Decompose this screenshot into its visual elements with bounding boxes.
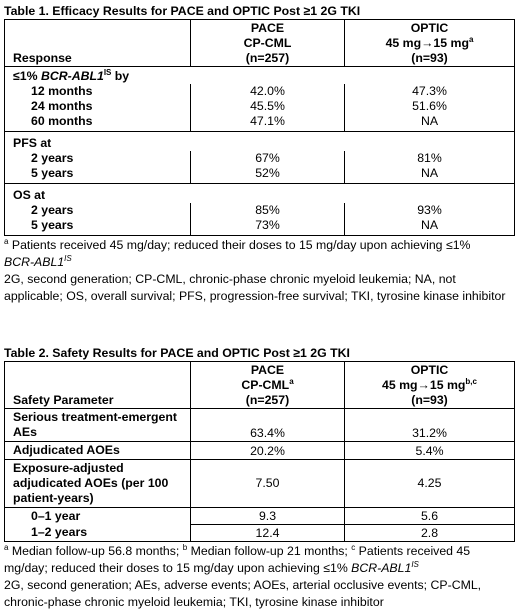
optic-value: 31.2% [345,409,515,442]
group1-label-pre: ≤1% [13,69,41,83]
footnote-a-sup: a [4,542,9,552]
row-label: 5 years [31,218,74,232]
optic-value: NA [345,166,515,184]
table1-footnote-a [4,237,517,271]
footnote-c-sup: c [351,542,356,552]
table1-header-response: Response [5,20,191,67]
row-label: 24 months [31,99,93,113]
table2-header-pace [191,362,345,409]
optic-value: NA [345,114,515,132]
pace-n: (n=257) [245,393,290,407]
footnote-a-ital: BCR-ABL1 [4,255,65,269]
row-label: 0–1 year [5,508,191,525]
group3-label: OS at [5,184,515,204]
table-row [5,442,515,460]
group-label-row [5,67,515,85]
pace-value: 52% [191,166,345,184]
optic-value: NA [345,218,515,236]
table-row [5,508,515,525]
optic-value: 5.4% [345,442,515,460]
pace-value: 7.50 [191,460,345,508]
pace-n: (n=257) [245,51,290,65]
document [0,3,520,611]
table1-caption: Table 1. Efficacy Results for PACE and OPTIC Post ≥1 2G TKI [4,4,361,18]
table1-header-pace [191,20,345,67]
footnote-b-text: Median follow-up 21 months; [187,544,352,558]
pace-label: PACE [250,363,285,377]
table-row [5,409,515,442]
optic-dose: 45 mg→15 mg [385,36,469,50]
pace-cohort: CP-CML [241,378,290,392]
table2-abbreviations: 2G, second generation; AEs, adverse events; AOEs, arterial occlusive events; CP-CML, chronic-phase chronic myeloid leukemia; TKI, tyrosine kinase inhibitor [4,578,482,609]
group2-label: PFS at [5,132,515,152]
optic-label: OPTIC [410,21,449,35]
efficacy-table [4,19,515,236]
table-row [5,84,515,99]
table2-header-row [5,362,515,409]
footnote-c-text: Patients received 45 mg/day; reduced their doses to 15 mg/day upon achieving ≤1% [4,544,471,575]
group1-label-ital: BCR-ABL1 [40,69,104,83]
pace-value: 12.4 [191,524,345,542]
optic-dose: 45 mg→15 mg [382,378,466,392]
optic-value: 51.6% [345,99,515,114]
row-label: Exposure-adjusted adjudicated AOEs (per 100 patient-years) [5,460,191,508]
table2-header-safety: Safety Parameter [5,362,191,409]
optic-label: OPTIC [410,363,449,377]
row-label: 1–2 years [5,524,191,542]
table2-header-optic [345,362,515,409]
row-label: Adjudicated AOEs [5,442,191,460]
table-row [5,203,515,218]
optic-value: 47.3% [345,84,515,99]
row-label: 2 years [31,203,74,217]
footnote-a-ital-sup: IS [64,253,72,263]
pace-value: 20.2% [191,442,345,460]
pace-value: 47.1% [191,114,345,132]
group1-label-post: by [111,69,130,83]
table-row [5,460,515,508]
optic-value: 2.8 [345,524,515,542]
pace-value: 45.5% [191,99,345,114]
table-row [5,218,515,236]
table-row [5,524,515,542]
optic-n: (n=93) [411,51,448,65]
table1-header-row [5,20,515,67]
optic-value: 93% [345,203,515,218]
pace-value: 67% [191,151,345,166]
footnote-b-sup: b [182,542,188,552]
table2-caption: Table 2. Safety Results for PACE and OPTIC Post ≥1 2G TKI [4,346,350,360]
row-label: Serious treatment-emergent AEs [5,409,191,442]
table-row [5,151,515,166]
optic-value: 4.25 [345,460,515,508]
optic-dose-sup: a [468,34,474,44]
row-label: 5 years [31,166,74,180]
row-label: 2 years [31,151,74,165]
group1-label-sup: IS [103,67,112,77]
safety-table [4,361,515,542]
table1-header-optic [345,20,515,67]
footnote-a-sup: a [4,236,9,246]
optic-dose-sup: b,c [465,376,477,386]
pace-value: 85% [191,203,345,218]
row-label: 12 months [31,84,93,98]
optic-n: (n=93) [411,393,448,407]
footnote-a-text: Median follow-up 56.8 months; [8,544,183,558]
pace-label: PACE [250,21,285,35]
footnote-c-ital-sup: IS [411,559,419,569]
optic-value: 81% [345,151,515,166]
pace-value: 63.4% [191,409,345,442]
pace-cohort: CP-CML [243,36,292,50]
group-label-row [5,132,515,152]
pace-value: 42.0% [191,84,345,99]
group-label-row [5,184,515,204]
table1-abbreviations: 2G, second generation; CP-CML, chronic-phase chronic myeloid leukemia; NA, not applicable; OS, overall survival; PFS, progression-free survival; TKI, tyrosine kinase inhibitor [4,272,506,303]
optic-value: 5.6 [345,508,515,525]
table-row [5,99,515,114]
table2-footnotes [4,543,517,577]
pace-cohort-sup: a [289,376,294,386]
footnote-a-text: Patients received 45 mg/day; reduced their doses to 15 mg/day upon achieving ≤1% [8,238,471,252]
table-row [5,114,515,132]
footnote-c-ital: BCR-ABL1 [351,561,412,575]
pace-value: 73% [191,218,345,236]
pace-value: 9.3 [191,508,345,525]
row-label: 60 months [31,114,93,128]
table-row [5,166,515,184]
